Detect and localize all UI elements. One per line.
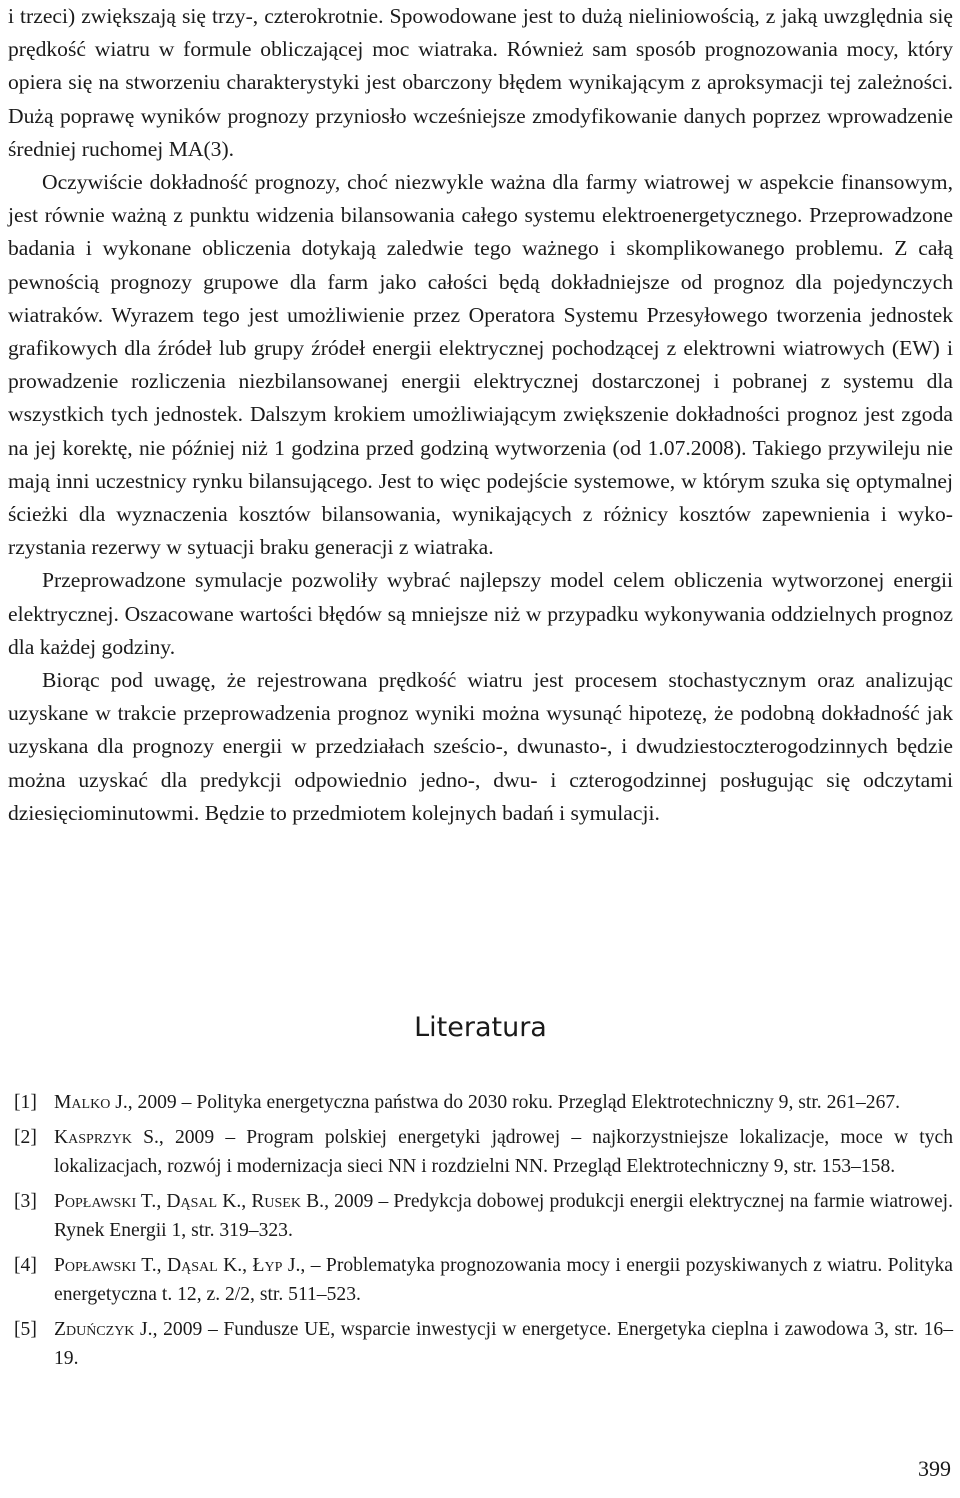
reference-item bbox=[8, 1123, 953, 1181]
reference-number: [1] bbox=[14, 1092, 37, 1113]
paragraph: i trzeci) zwiększają się trzy-, czterokrotnie. Spowodowane jest to dużą nieliniowością, z jaką uwzględnia się prędkość wiatru w formule obliczającej moc wiatraka. Również sam sposób prognozowania mocy, który opiera się na stworzeniu charakterystyki jest obarczony błędem wynikającym z aproksymacji tej zależności. Dużą poprawę wyników prognozy przyniosło wcześniejsze zmodyfikowanie danych poprzez wprowadzenie średniej ruchomej MA(3). bbox=[8, 4, 953, 161]
paragraph: Oczywiście dokładność prognozy, choć niezwykle ważna dla farmy wiatrowej w aspekcie finansowym, jest równie ważną z punktu widzenia bilansowania całego systemu elektroenergetycznego. Przeprowadzone badania i wykonane obliczenia dotykają zaledwie tego ważnego i skomplikowanego problemu. Z całą pewnością prognozy grupowe dla farm jako całości będą dokładniejsze od prognoz dla pojedynczych wiatraków. Wyrazem tego jest umożliwienie przez Operatora Systemu Przesyłowego tworzenia jednostek grafikowych dla źródeł lub grupy źródeł energii elektrycznej pochodzącej z elektrowni wiatrowych (EW) i prowadzenie rozliczenia niezbilansowanej energii elektrycznej dostarczonej i pobranej z systemu dla wszystkich tych jednostek. Dalszym krokiem umożliwiającym zwiększenie dokładności prognoz jest zgoda na jej korektę, nie później niż 1 godzina przed godziną wytworzenia (od 1.07.2008). Takiego przywileju nie mają inni uczestnicy rynku bilansującego. Jest to więc podejście systemowe, w którym szuka się optymalnej ścieżki dla wyznaczenia kosztów bilansowania, wynikających z różnicy kosztów zapewnienia i wykorzystania rezerwy w sytuacji braku generacji z wiatraka. bbox=[8, 170, 953, 560]
reference-number: [3] bbox=[14, 1191, 37, 1212]
body-text bbox=[8, 0, 953, 830]
reference-authors: Popławski T., Dąsal K., Rusek B. bbox=[54, 1191, 325, 1212]
reference-number: [5] bbox=[14, 1319, 37, 1340]
paragraph: Biorąc pod uwagę, że rejestrowana prędkość wiatru jest procesem stochastycznym oraz analizując uzyskane w trakcie przeprowadzenia prognoz wyniki można wysunąć hipotezę, że podobną dokładność jak uzyskana dla prognozy energii w przedziałach sześcio-, dwunasto-, i dwudziestoczterogodzinnych będzie można uzyskać dla predykcji odpowiednio jedno-, dwu- i czterogodzinnej posługując się odczytami dziesięciominutowmi. Będzie to przedmiotem kolejnych badań i symulacji. bbox=[8, 668, 953, 825]
reference-text: , – Problematyka prognozowania mocy i energii pozyskiwanych z wiatru. Polityka energetyczna t. 12, z. 2/2, str. 511–523. bbox=[54, 1255, 953, 1305]
document-page bbox=[8, 0, 953, 1498]
reference-number: [2] bbox=[14, 1127, 37, 1148]
paragraph: Przeprowadzone symulacje pozwoliły wybrać najlepszy model celem obliczenia wytworzonej energii elektrycznej. Oszacowane wartości błędów są mniejsze niż w przypadku wykonywania oddzielnych prognoz dla każdej godziny. bbox=[8, 568, 953, 659]
reference-number: [4] bbox=[14, 1255, 37, 1276]
reference-authors: Kasprzyk S. bbox=[54, 1127, 159, 1148]
reference-item bbox=[8, 1315, 953, 1373]
reference-text: , 2009 – Polityka energetyczna państwa do 2030 roku. Przegląd Elektrotechniczny 9, str. 261–267. bbox=[127, 1092, 901, 1113]
reference-authors: Popławski T., Dąsal K., Łyp J. bbox=[54, 1255, 301, 1276]
reference-item bbox=[8, 1088, 953, 1117]
reference-text: , 2009 – Program polskiej energetyki jądrowej – najkorzystniejsze lokalizacje, moce w tych lokalizacjach, rozwój i modernizacja sieci NN i rozdzielni NN. Przegląd Elektrotechniczny 9, str. 153–158. bbox=[54, 1127, 954, 1177]
reference-text: , 2009 – Fundusze UE, wsparcie inwestycji w energetyce. Energetyka cieplna i zawodowa 3, str. 16–19. bbox=[54, 1319, 953, 1369]
reference-list bbox=[8, 1088, 953, 1379]
reference-authors: Zduńczyk J. bbox=[54, 1319, 153, 1340]
page-number: 399 bbox=[918, 1456, 951, 1481]
reference-item bbox=[8, 1251, 953, 1309]
reference-text: , 2009 – Predykcja dobowej produkcji energii elektrycznej na farmie wiatrowej. Rynek Energii 1, str. 319–323. bbox=[54, 1191, 953, 1241]
section-heading: Literatura bbox=[414, 1012, 547, 1043]
reference-authors: Malko J. bbox=[54, 1092, 128, 1113]
reference-item bbox=[8, 1187, 953, 1245]
